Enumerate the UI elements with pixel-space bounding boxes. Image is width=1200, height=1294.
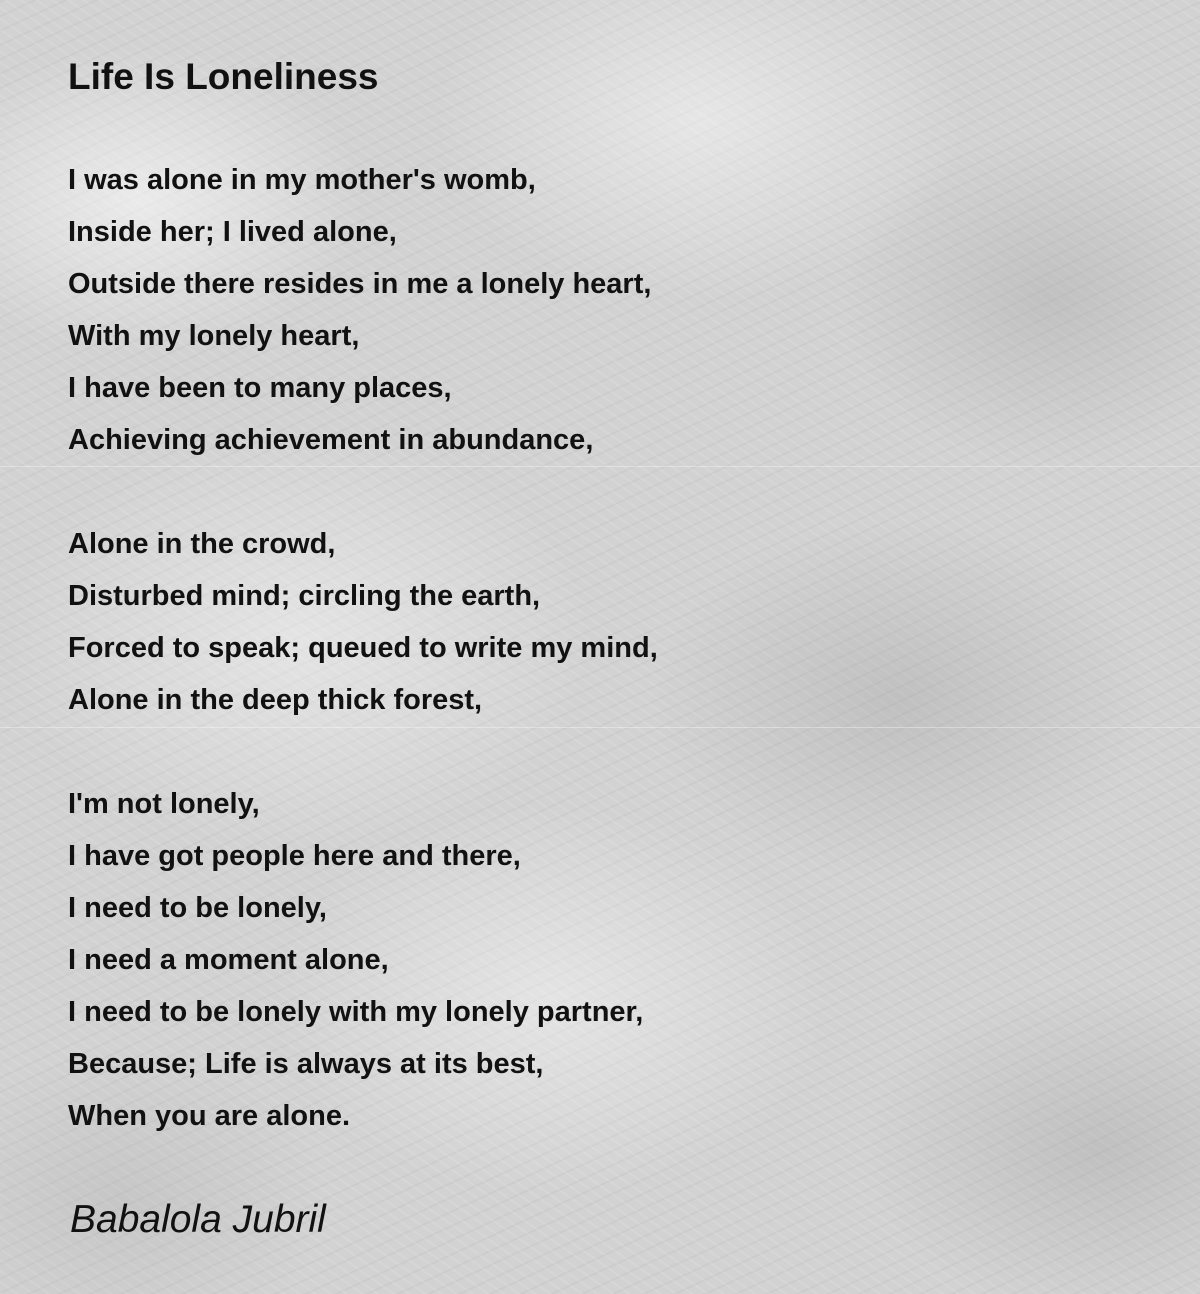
poem-body (68, 154, 1148, 1142)
poem-line: I need to be lonely, (68, 892, 327, 924)
poem-line: Because; Life is always at its best, (68, 1048, 544, 1080)
poem-line: When you are alone. (68, 1100, 350, 1132)
poem-container (68, 54, 1148, 1194)
poem-line: I need a moment alone, (68, 944, 389, 976)
poem-author: Babalola Jubril (70, 1198, 326, 1241)
poem-line: I was alone in my mother's womb, (68, 164, 536, 196)
poem-line: Forced to speak; queued to write my mind, (68, 632, 658, 664)
poem-line: Alone in the deep thick forest, (68, 684, 483, 716)
poem-line: Outside there resides in me a lonely heart, (68, 268, 652, 300)
stanza-2 (68, 518, 1148, 726)
poem-line: I'm not lonely, (68, 788, 260, 820)
poem-title: Life Is Loneliness (68, 56, 379, 97)
poem-line: I have got people here and there, (68, 840, 521, 872)
poem-line: I need to be lonely with my lonely partner, (68, 996, 644, 1028)
stanza-1 (68, 154, 1148, 466)
stanza-3 (68, 778, 1148, 1142)
poem-line: Alone in the crowd, (68, 528, 336, 560)
poem-line: Disturbed mind; circling the earth, (68, 580, 541, 612)
poem-line: I have been to many places, (68, 372, 452, 404)
poem-line: Inside her; I lived alone, (68, 216, 397, 248)
poem-line: Achieving achievement in abundance, (68, 424, 594, 456)
poem-line: With my lonely heart, (68, 320, 360, 352)
